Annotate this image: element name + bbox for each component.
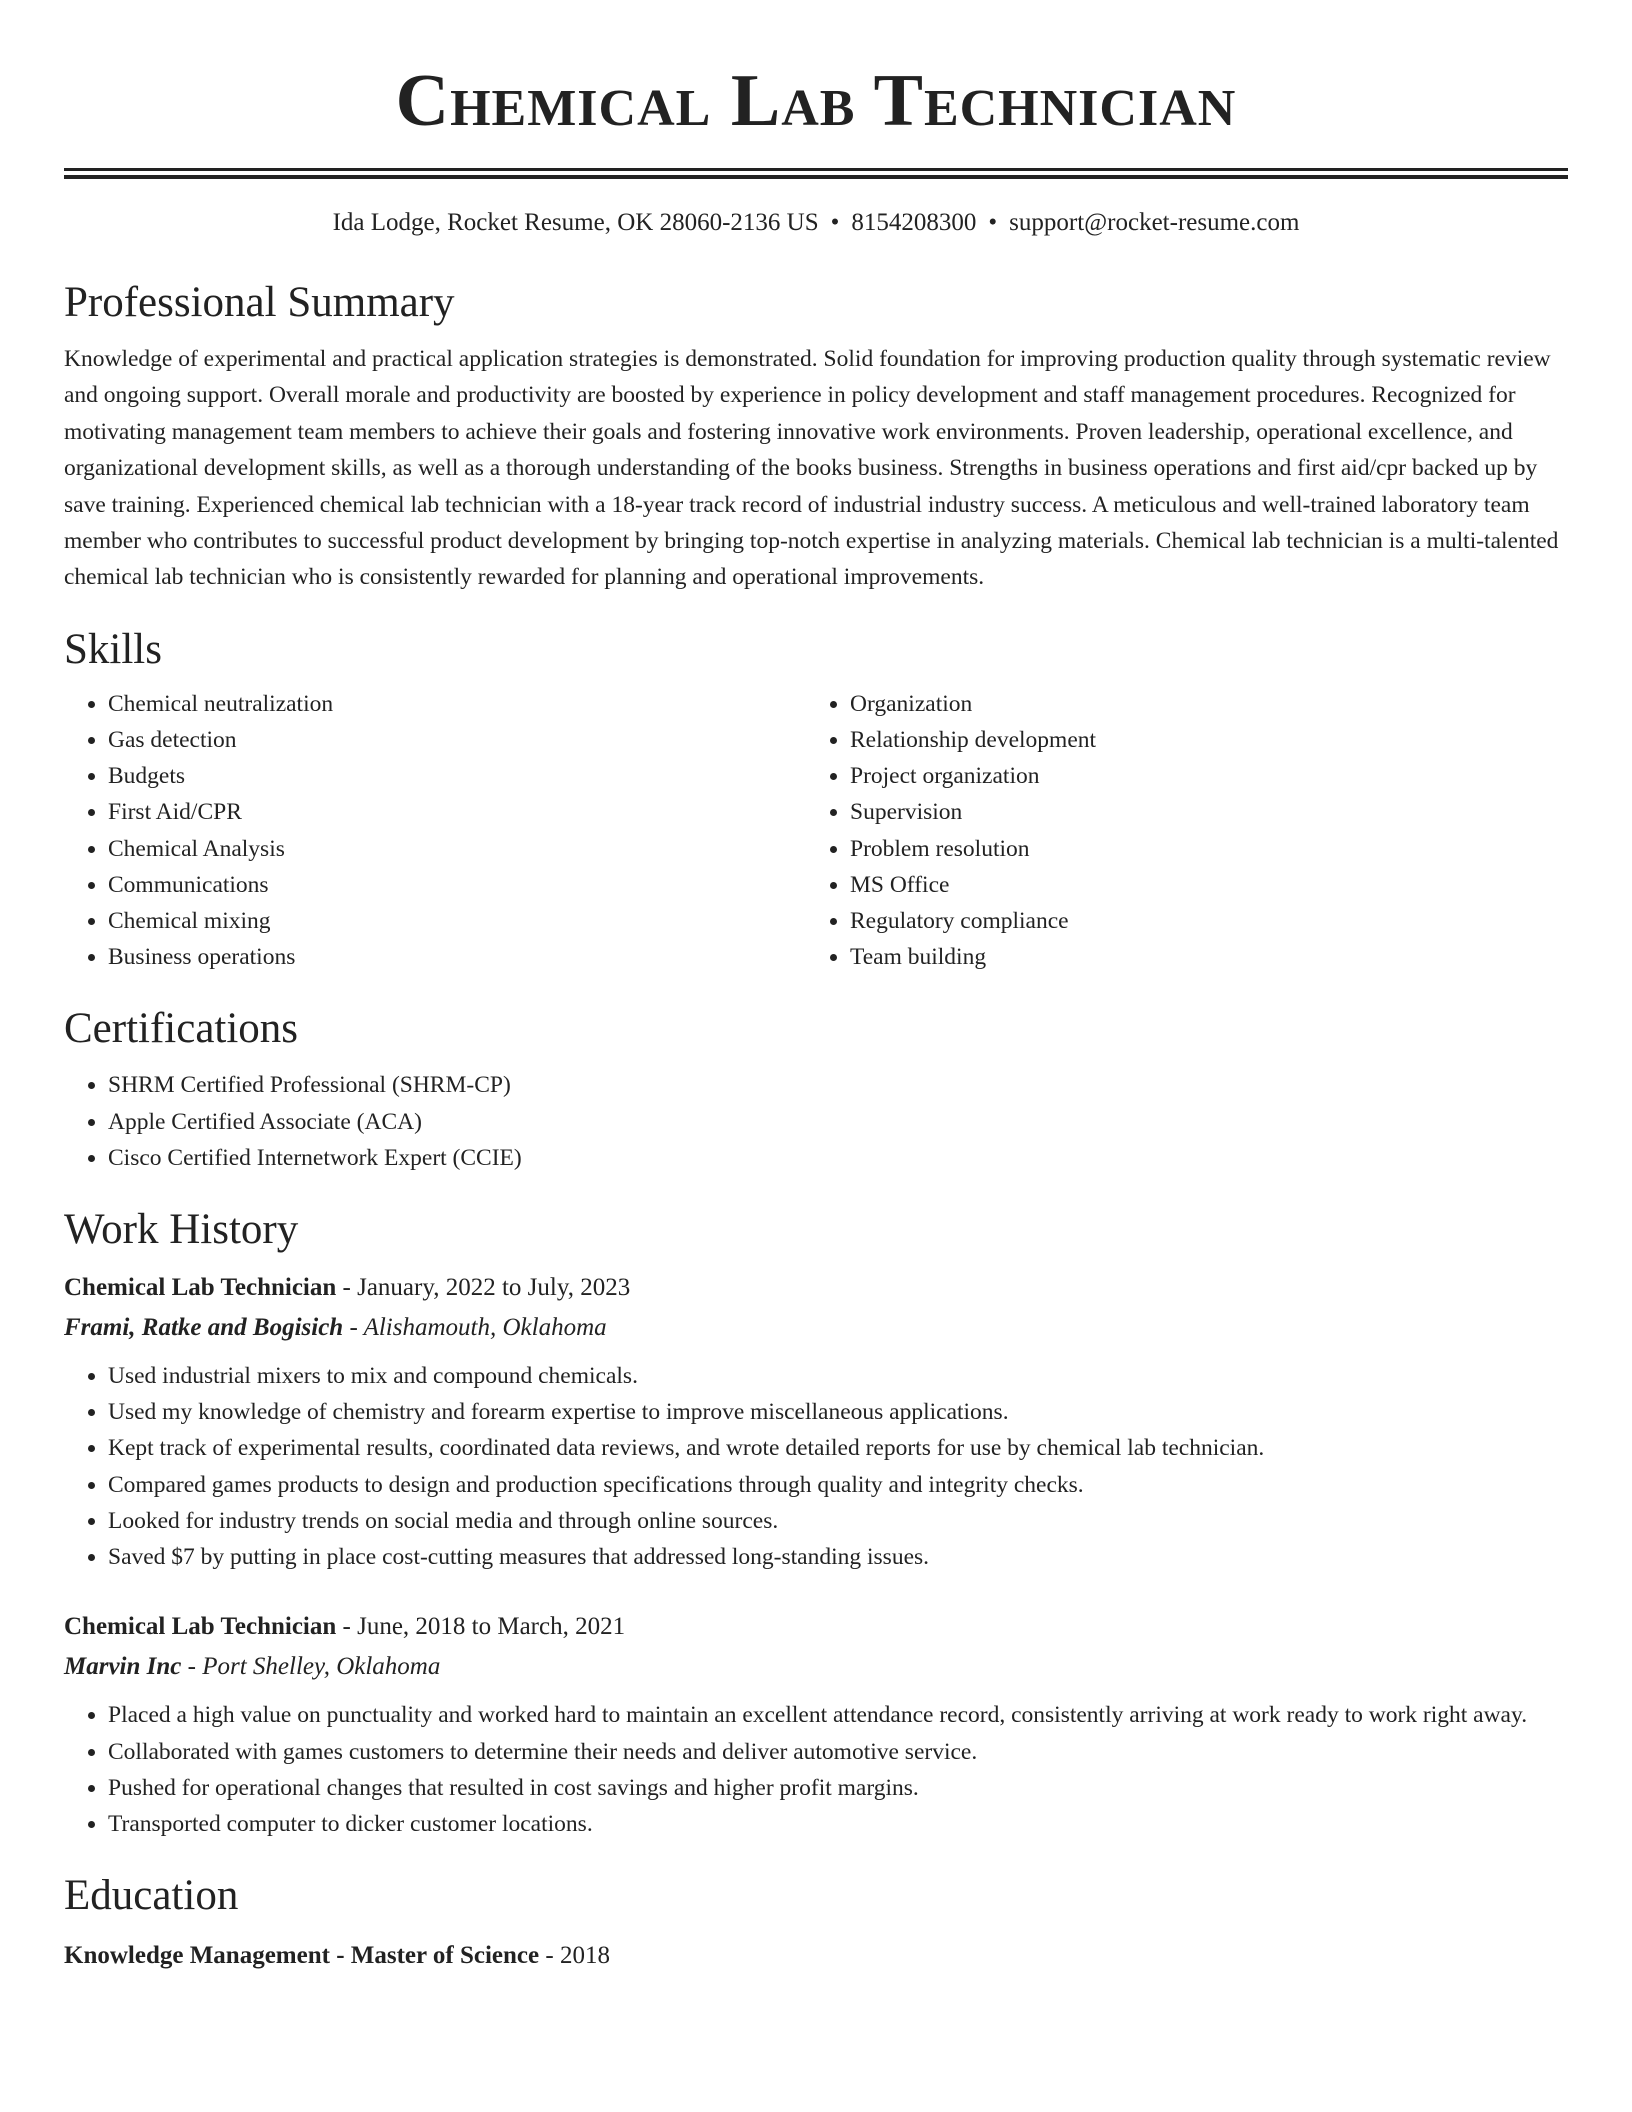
job-bullet-list <box>64 1697 1568 1842</box>
job-location: - Port Shelley, Oklahoma <box>181 1653 441 1681</box>
skill-item: • Problem resolution <box>850 831 1548 867</box>
certifications-section <box>64 1001 1568 1176</box>
job-bullet: • Used my knowledge of chemistry and forearm expertise to improve miscellaneous applications. <box>108 1394 1568 1430</box>
skills-grid <box>64 686 1568 976</box>
title-double-rule <box>64 168 1568 179</box>
certifications-list <box>64 1067 1568 1176</box>
contact-email: support@rocket-resume.com <box>1009 209 1300 236</box>
skill-item: • Project organization <box>850 758 1548 794</box>
job-bullet: • Compared games products to design and production specifications through quality and integrity checks. <box>108 1467 1568 1503</box>
skill-item: • Business operations <box>108 939 806 975</box>
job-title: Chemical Lab Technician <box>64 1613 337 1641</box>
skill-item: • Regulatory compliance <box>850 903 1548 939</box>
skills-list-right <box>806 686 1548 976</box>
job-bullet: • Saved $7 by putting in place cost-cutting measures that addressed long-standing issues. <box>108 1539 1568 1575</box>
job-entry <box>64 1268 1568 1575</box>
job-title-line <box>64 1607 1568 1647</box>
skill-item: • Chemical neutralization <box>108 686 806 722</box>
summary-heading: Professional Summary <box>64 279 455 326</box>
contact-separator: • <box>830 209 840 236</box>
job-bullet: • Looked for industry trends on social media and through online sources. <box>108 1503 1568 1539</box>
job-dates: - June, 2018 to March, 2021 <box>336 1613 626 1641</box>
skill-item: • Chemical mixing <box>108 903 806 939</box>
job-location: - Alishamouth, Oklahoma <box>343 1314 607 1342</box>
job-title-line <box>64 1268 1568 1308</box>
certification-item: • SHRM Certified Professional (SHRM-CP) <box>108 1067 1568 1103</box>
job-company: Frami, Ratke and Bogisich <box>64 1314 344 1342</box>
education-section <box>64 1868 1568 1976</box>
contact-phone: 8154208300 <box>851 209 977 236</box>
education-degree: Knowledge Management - Master of Science <box>64 1942 540 1970</box>
job-company-line <box>64 1647 1568 1687</box>
job-bullet: • Placed a high value on punctuality and worked hard to maintain an excellent attendance record, consistently arriving at work ready to work right away. <box>108 1697 1568 1733</box>
skills-list-left <box>64 686 806 976</box>
certification-item: • Apple Certified Associate (ACA) <box>108 1104 1568 1140</box>
skills-heading: Skills <box>64 625 162 673</box>
skill-item: • Chemical Analysis <box>108 831 806 867</box>
job-company: Marvin Inc <box>64 1653 182 1681</box>
contact-separator: • <box>988 209 998 236</box>
skill-item: • Budgets <box>108 758 806 794</box>
skill-item: • Communications <box>108 867 806 903</box>
education-entry <box>64 1936 1568 1976</box>
skills-section <box>64 622 1568 976</box>
skill-item: • Gas detection <box>108 722 806 758</box>
certifications-heading: Certifications <box>64 1005 299 1053</box>
job-dates: - January, 2022 to July, 2023 <box>336 1274 631 1302</box>
education-heading: Education <box>64 1872 239 1920</box>
resume-title: Chemical Lab Technician <box>395 60 1237 142</box>
skill-item: • Supervision <box>850 794 1548 830</box>
job-company-line <box>64 1308 1568 1348</box>
education-year: - 2018 <box>539 1942 610 1970</box>
job-entry <box>64 1607 1568 1842</box>
skill-item: • Relationship development <box>850 722 1548 758</box>
job-bullet-list <box>64 1358 1568 1575</box>
skills-column-right <box>806 686 1548 976</box>
skill-item: • Organization <box>850 686 1548 722</box>
skill-item: • MS Office <box>850 867 1548 903</box>
job-bullet: • Pushed for operational changes that resulted in cost savings and higher profit margins. <box>108 1770 1568 1806</box>
contact-address: Ida Lodge, Rocket Resume, OK 28060-2136 US <box>332 209 819 236</box>
certification-item: • Cisco Certified Internetwork Expert (CCIE) <box>108 1140 1568 1176</box>
contact-line <box>64 205 1568 241</box>
job-bullet: • Collaborated with games customers to determine their needs and deliver automotive service. <box>108 1734 1568 1770</box>
job-bullet: • Transported computer to dicker customer locations. <box>108 1806 1568 1842</box>
work-history-section <box>64 1202 1568 1842</box>
work-history-heading: Work History <box>64 1206 299 1254</box>
job-bullet: • Used industrial mixers to mix and compound chemicals. <box>108 1358 1568 1394</box>
skill-item: • First Aid/CPR <box>108 794 806 830</box>
job-title: Chemical Lab Technician <box>64 1274 337 1302</box>
job-bullet: • Kept track of experimental results, coordinated data reviews, and wrote detailed reports for use by chemical lab technician. <box>108 1430 1568 1466</box>
summary-section <box>64 275 1568 596</box>
skill-item: • Team building <box>850 939 1548 975</box>
summary-text: Knowledge of experimental and practical application strategies is demonstrated. Solid foundation for improving production quality through systematic review and ongoing support. Overall morale and productivity are boosted by experience in policy development and staff management procedures. Recognized for motivating management team members to achieve their goals and fostering innovative work environments. Proven leadership, operational excellence, and organizational development skills, as well as a thorough understanding of the books business. Strengths in business operations and first aid/cpr backed up by save training. Experienced chemical lab technician with a 18-year track record of industrial industry success. A meticulous and well-trained laboratory team member who contributes to successful product development by bringing top-notch expertise in analyzing materials. Chemical lab technician is a multi-talented chemical lab technician who is consistently rewarded for planning and operational improvements. <box>64 346 1559 591</box>
skills-column-left <box>64 686 806 976</box>
